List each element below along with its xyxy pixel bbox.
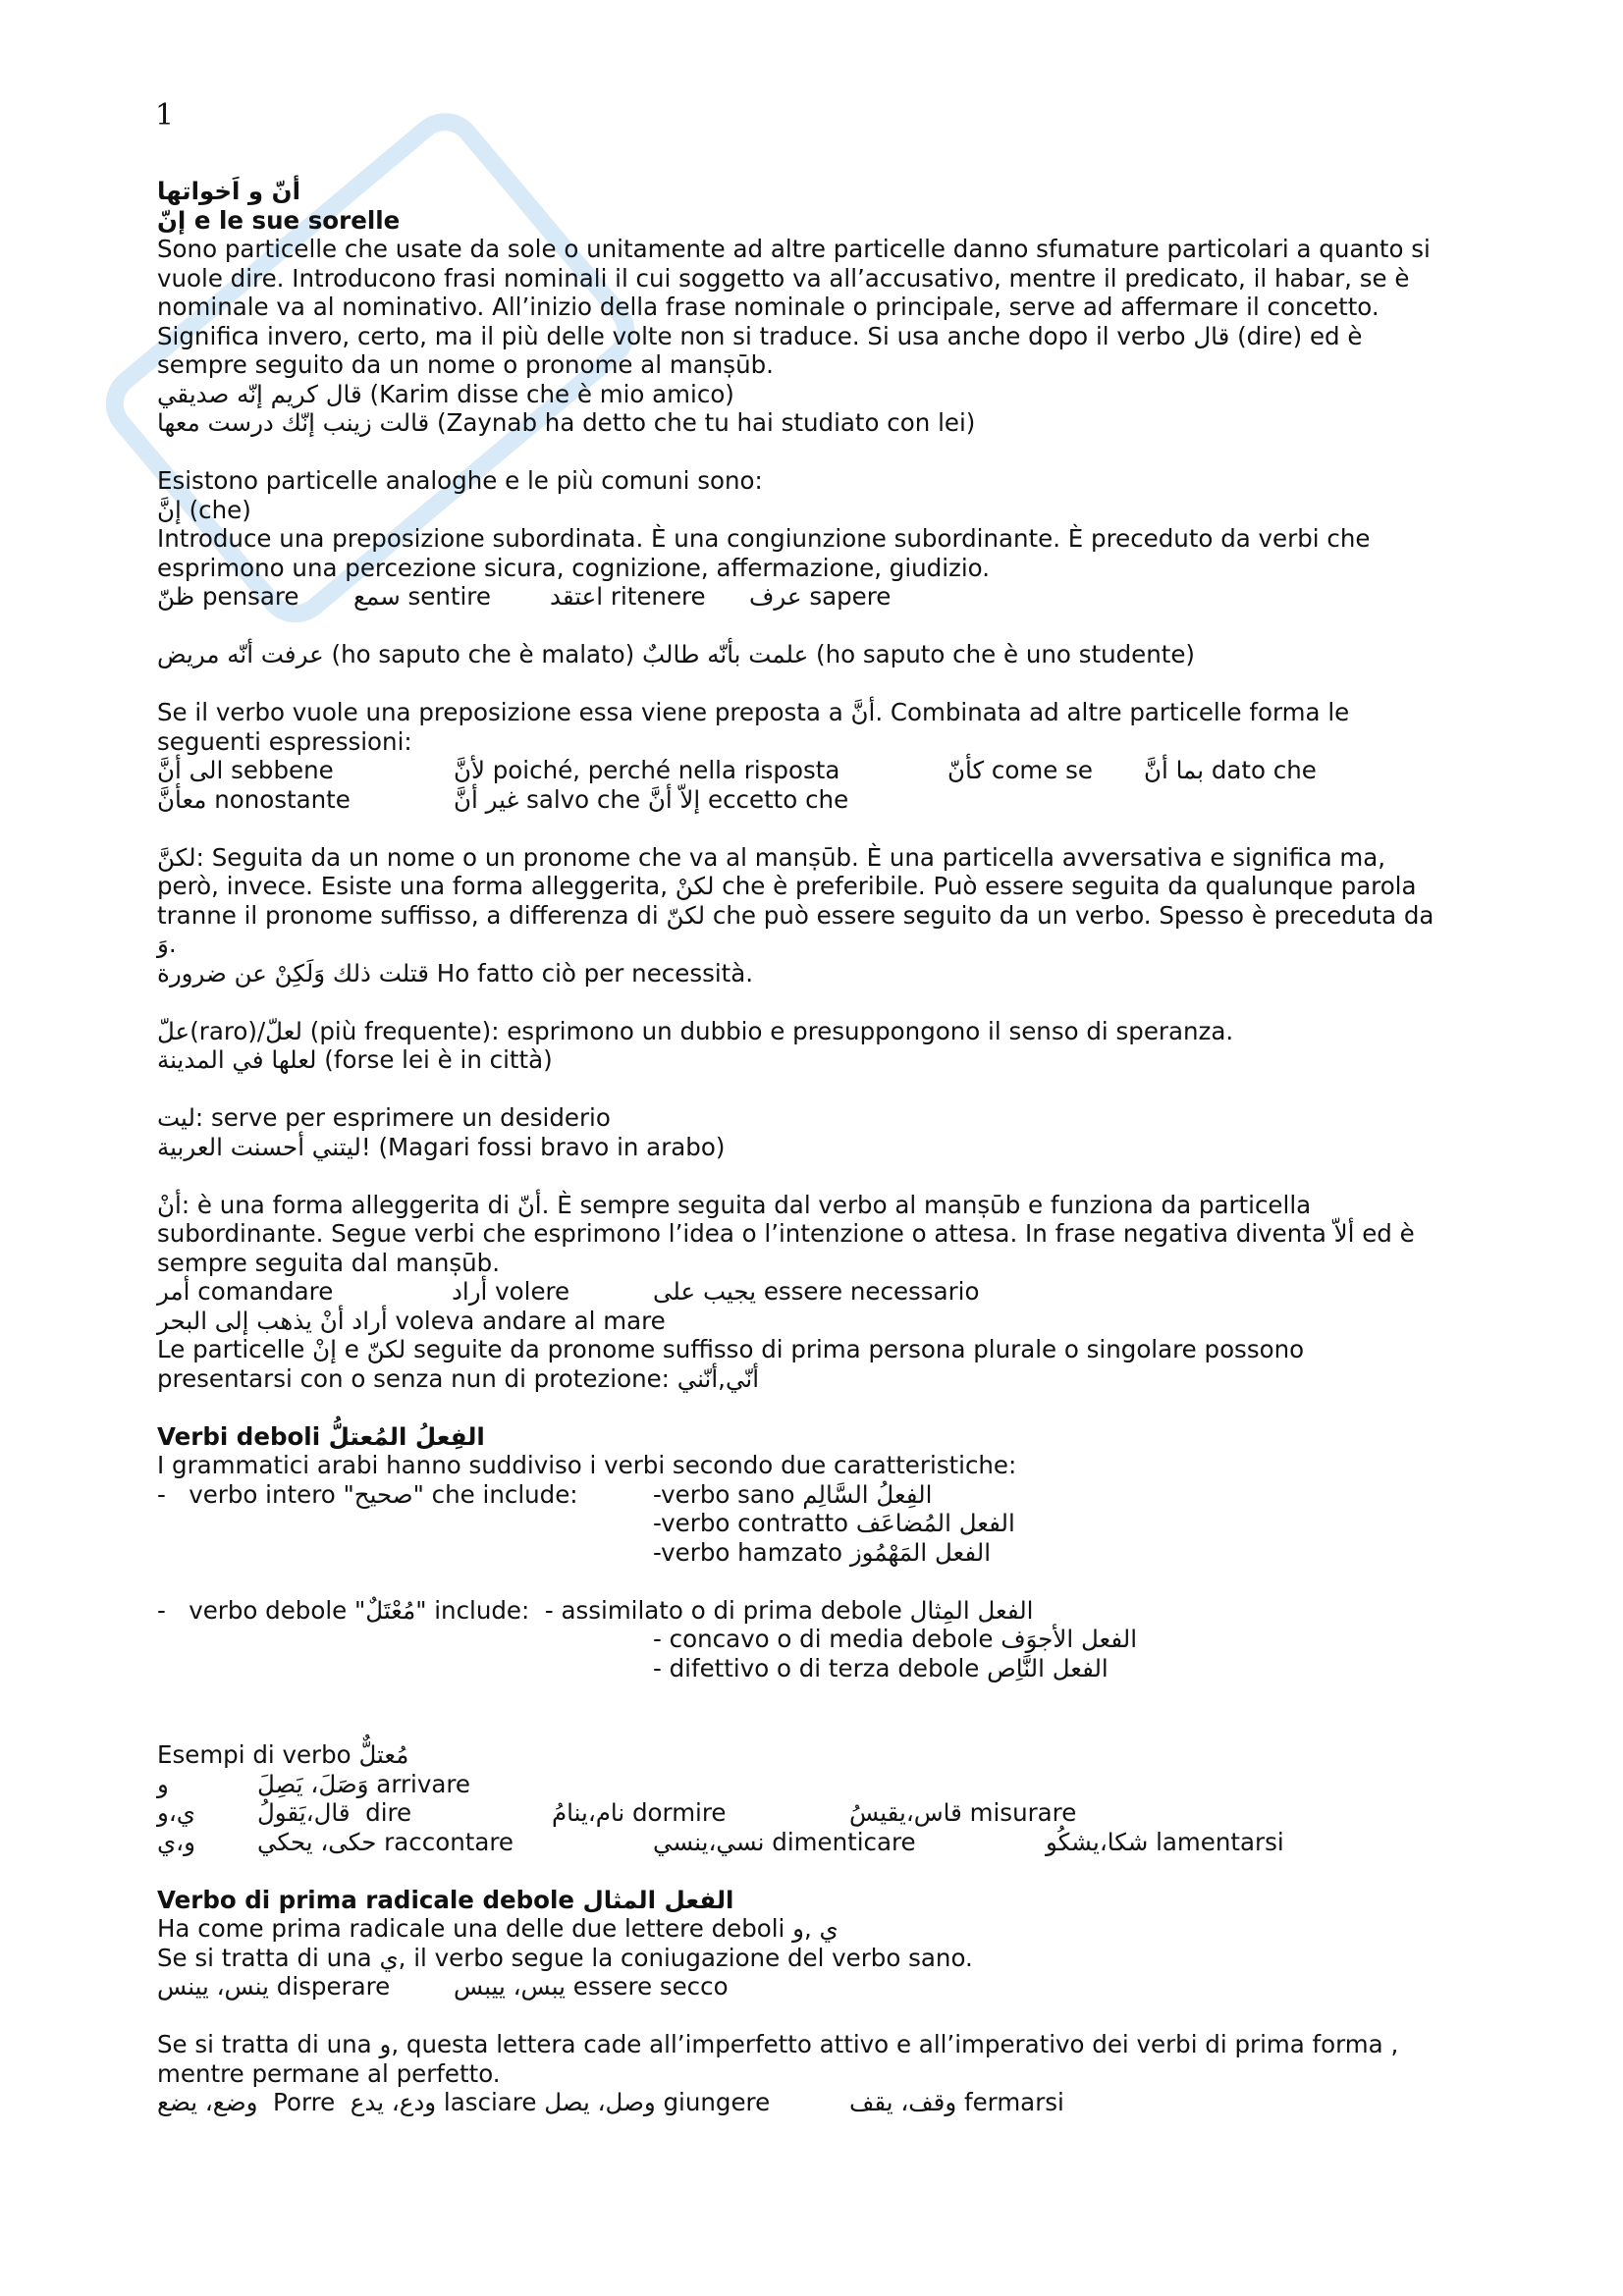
text-line: I grammatici arabi hanno suddiviso i verbi secondo due caratteristiche: xyxy=(157,1451,1017,1479)
text-line: Se si tratta di una ي, il verbo segue la coniugazione del verbo sano. xyxy=(157,1943,973,1972)
text-line: Ha come prima radicale una delle due lettere deboli ي ,و xyxy=(157,1914,839,1943)
text-line: قال كريم إنّه صديقي (Karim disse che è mio amico) xyxy=(157,379,734,408)
text-cell: أراد volere xyxy=(452,1277,570,1306)
text-line: أراد أنْ يذهب إلى البحر voleva andare al mare xyxy=(157,1306,666,1335)
text-row xyxy=(157,2088,1492,2117)
text-cell: -verbo contratto الفعل المُضاعَف xyxy=(653,1509,1015,1537)
text-cell: - difettivo o di terza debole الفعل النَّاِص xyxy=(653,1653,1109,1682)
text-line: Se si tratta di una و, questa lettera cade all’imperfetto attivo e all’imperativo dei verbi di prima forma , xyxy=(157,2030,1399,2058)
text-row xyxy=(157,1770,1492,1799)
text-row xyxy=(157,1538,1492,1568)
text-line: presentarsi con o senza nun di protezione: أنّي,أنّني xyxy=(157,1363,760,1393)
text-line: علّ(raro)/لعلّ (più frequente): esprimono un dubbio e presuppongono il senso di speranza. xyxy=(157,1016,1234,1045)
text-line: tranne il pronome suffisso, a differenza di لكنّ che può essere seguito da un verbo. Spesso è preceduta da xyxy=(157,900,1434,930)
text-line: però, invece. Esiste una forma alleggerita, لكنْ che è preferibile. Può essere seguita da qualunque parola xyxy=(157,872,1417,900)
text-cell: معأنَّ nonostante xyxy=(157,784,351,814)
text-line: Se il verbo vuole una preposizione essa viene preposta a أنَّ. Combinata ad altre particelle forma le xyxy=(157,698,1350,726)
blank-line xyxy=(157,612,1492,641)
text-line: أنْ: è una forma alleggerita di أنّ. È sempre seguita dal verbo al manṣūb e funziona da particella xyxy=(157,1190,1312,1219)
text-row xyxy=(157,1972,1492,2002)
text-cell: بما أنَّ dato che xyxy=(1144,756,1317,784)
text-cell: اعتقد ritenere xyxy=(550,582,706,611)
blank-line xyxy=(157,1161,1492,1191)
text-line: mentre permane al perfetto. xyxy=(157,2058,501,2088)
text-row xyxy=(157,1596,1492,1626)
text-cell: نسي،ينسي dimenticare xyxy=(653,1827,916,1856)
text-line: Introduce una preposizione subordinata. È una congiunzione subordinante. È preceduto da verbi che xyxy=(157,524,1371,553)
text-cell: -verbo hamzato الفعل المَهْمُوز xyxy=(653,1537,992,1567)
text-row xyxy=(157,1625,1492,1654)
text-line: ليت: serve per esprimere un desiderio xyxy=(157,1103,611,1132)
text-cell: سمع sentire xyxy=(353,582,491,611)
text-row xyxy=(157,1509,1492,1538)
text-cell: وضع، يضع Porre ودع، يدع lasciare وصل، يصل giungere xyxy=(157,2088,771,2116)
blank-line xyxy=(157,988,1492,1017)
text-cell: قاس،يقيسُ misurare xyxy=(849,1798,1077,1827)
text-cell: يجيب على essere necessario xyxy=(653,1277,980,1306)
text-line: Esempi di verbo مُعتلٌّ xyxy=(157,1740,409,1769)
text-line: sempre seguito da un nome o pronome al manṣūb. xyxy=(157,350,774,379)
text-cell: و xyxy=(157,1769,169,1798)
text-cell: قال،يَقولُ dire xyxy=(257,1798,412,1827)
text-line: ليتني أحسنت العربية! (Magari fossi bravo in arabo) xyxy=(157,1132,726,1161)
blank-line xyxy=(157,1393,1492,1422)
text-line: قالت زينب إنّك درست معها (Zaynab ha detto che tu hai studiato con lei) xyxy=(157,408,976,437)
section-heading: Verbi deboli الفِعلُ المُعتلُّ xyxy=(157,1421,485,1451)
text-cell: - concavo o di media debole الفعل الأجوَف xyxy=(653,1625,1138,1653)
section-heading: Verbo di prima radicale debole الفعل المثال xyxy=(157,1885,734,1914)
blank-line xyxy=(157,1682,1492,1712)
text-line: seguenti espressioni: xyxy=(157,726,412,756)
text-row xyxy=(157,1480,1492,1510)
document-body xyxy=(157,177,1492,2117)
text-cell: ي،و xyxy=(157,1798,195,1827)
text-line: وَ. xyxy=(157,930,177,958)
text-cell: غير أنَّ salvo che إلاّ أنَّ eccetto che xyxy=(454,784,849,814)
text-cell: حكى، يحكي raccontare xyxy=(257,1827,514,1856)
text-line: إنَّ (che) xyxy=(157,495,251,524)
text-line: subordinante. Segue verbi che esprimono l’idea o l’intenzione o attesa. In frase negativa diventa ألاّ ed è xyxy=(157,1219,1415,1248)
text-cell: يبس، ييبس essere secco xyxy=(454,1972,729,2001)
text-line: قتلت ذلك وَلَكِنْ عن ضرورة Ho fatto ciò per necessità. xyxy=(157,958,754,988)
blank-line xyxy=(157,2002,1492,2031)
text-line: Sono particelle che usate da sole o unitamente ad altre particelle danno sfumature particolari a quanto si xyxy=(157,235,1431,263)
blank-line xyxy=(157,1712,1492,1741)
section-heading: إنّ e le sue sorelle xyxy=(157,205,401,235)
text-row xyxy=(157,1798,1492,1828)
text-line: nominale va al nominativo. All’inizio della frase nominale o principale, serve ad affermare il concetto. xyxy=(157,293,1380,321)
text-cell: لأنَّ poiché, perché nella risposta xyxy=(454,756,840,784)
text-row xyxy=(157,785,1492,815)
text-line: عرفت أنّه مريض (ho saputo che è malato) علمت بأنّه طالبٌ (ho saputo che è uno studente) xyxy=(157,640,1195,668)
blank-line xyxy=(157,669,1492,699)
text-cell: الى أنَّ sebbene xyxy=(157,756,334,784)
text-cell: وقف، يقف fermarsi xyxy=(849,2088,1064,2116)
text-line: لكنَّ: Seguita da un nome o un pronome che va al manṣūb. È una particella avversativa e significa ma, xyxy=(157,842,1386,872)
text-cell: أمر comandare xyxy=(157,1277,334,1306)
text-line: vuole dire. Introducono frasi nominali il cui soggetto va all’accusativo, mentre il predicato, il habar, se è xyxy=(157,263,1410,293)
text-row xyxy=(157,1277,1492,1307)
text-cell: عرف sapere xyxy=(749,582,892,611)
blank-line xyxy=(157,814,1492,843)
text-row xyxy=(157,756,1492,785)
text-line: Significa invero, certo, ma il più delle volte non si traduce. Si usa anche dopo il verbo قال (dire) ed è xyxy=(157,321,1363,350)
text-cell: وَصَلَ، يَصِلَ arrivare xyxy=(257,1769,470,1798)
text-cell: نام،ينامُ dormire xyxy=(552,1798,727,1827)
text-row xyxy=(157,1654,1492,1683)
text-cell: ظنّ pensare xyxy=(157,582,299,611)
blank-line xyxy=(157,1856,1492,1886)
text-row xyxy=(157,1828,1492,1857)
text-line: Esistono particelle analoghe e le più comuni sono: xyxy=(157,466,763,495)
text-cell: - verbo intero "صحيح" che include: xyxy=(157,1479,578,1509)
blank-line xyxy=(157,438,1492,467)
blank-line xyxy=(157,1567,1492,1596)
text-cell: و،ي xyxy=(157,1827,195,1856)
text-row xyxy=(157,582,1492,612)
page-number: 1 xyxy=(155,98,175,133)
text-line: sempre seguita dal manṣūb. xyxy=(157,1248,500,1277)
text-cell: -verbo sano الفِعلُ السَّالِم xyxy=(653,1479,933,1509)
section-heading: أنّ و اَخواتها xyxy=(157,177,300,205)
text-line: esprimono una percezione sicura, cognizione, affermazione, giudizio. xyxy=(157,553,991,582)
text-cell: شكا،يشكُو lamentarsi xyxy=(1046,1827,1284,1856)
text-line: لعلها في المدينة (forse lei è in città) xyxy=(157,1045,553,1074)
text-cell: ينس، يينس disperare xyxy=(157,1972,391,2001)
text-cell: كأنّ come se xyxy=(947,756,1093,784)
blank-line xyxy=(157,1075,1492,1104)
text-cell: - verbo debole "مُعْتَلٌ" include: - assimilato o di prima debole الفعل المِثال xyxy=(157,1595,1034,1625)
text-line: Le particelle إنْ e لكنّ seguite da pronome suffisso di prima persona plurale o singolare possono xyxy=(157,1335,1305,1363)
